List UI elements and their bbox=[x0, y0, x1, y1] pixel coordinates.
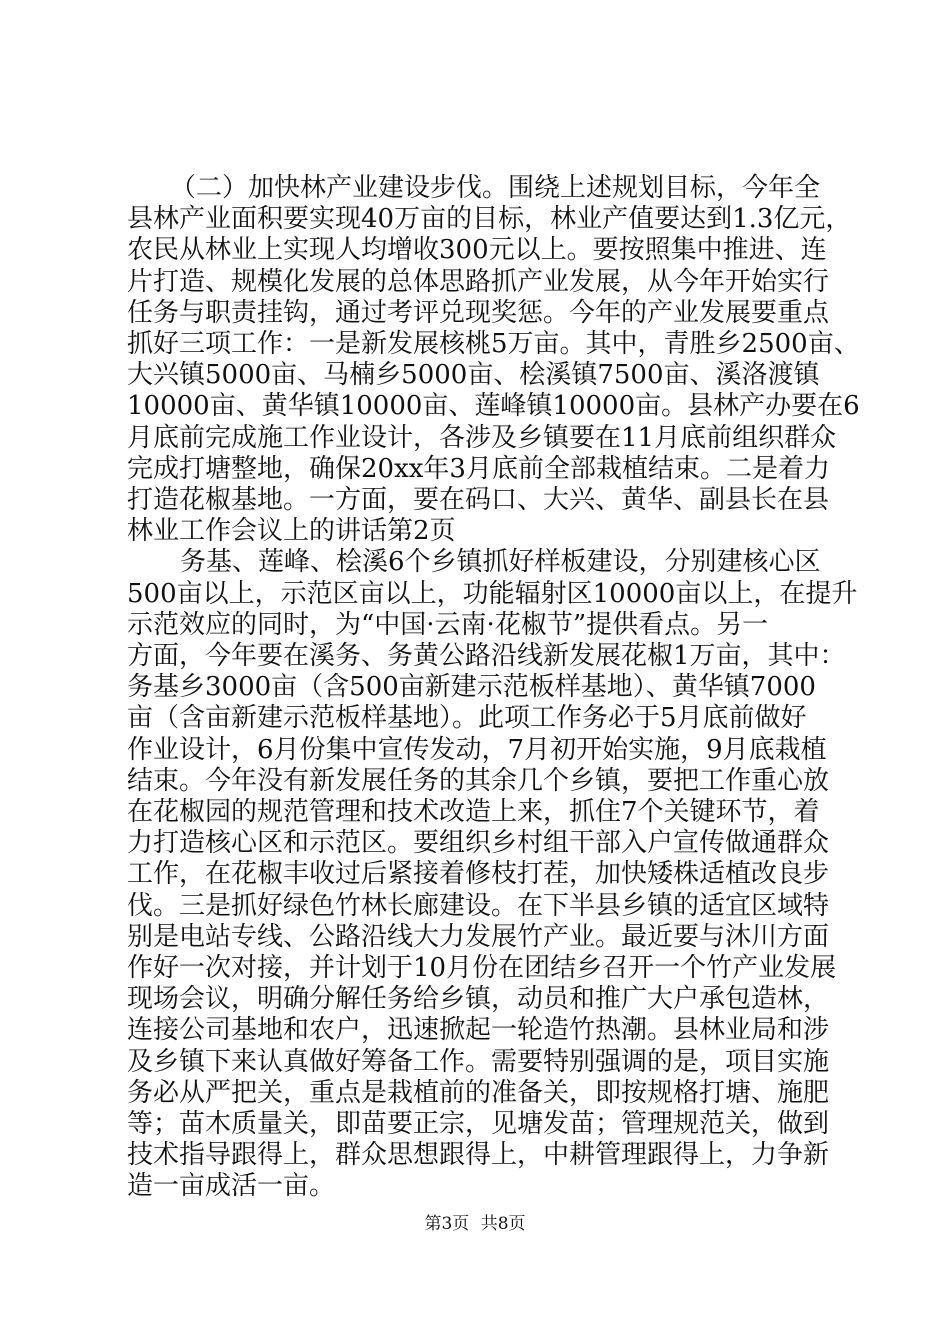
text-line: 片打造、规模化发展的总体思路抓产业发展，从今年开始实行 bbox=[127, 266, 830, 297]
text-line: 别是电站专线、公路沿线大力发展竹产业。最近要与沐川方面 bbox=[127, 921, 830, 952]
text-line: 方面，今年要在溪务、务黄公路沿线新发展花椒1万亩，其中： bbox=[127, 641, 846, 671]
text-line: 任务与职责挂钩，通过考评兑现奖惩。今年的产业发展要重点 bbox=[127, 297, 830, 328]
text-line: 等；苗木质量关，即苗要正宗，见塘发苗；管理规范关，做到 bbox=[127, 1109, 830, 1139]
text-line: 抓好三项工作：一是新发展核桃5万亩。其中，青胜乡2500亩、 bbox=[127, 329, 860, 359]
text-line: 作好一次对接，并计划于10月份在团结乡召开一个竹产业发展 bbox=[127, 953, 837, 983]
text-line: 力打造核心区和示范区。要组织乡村组干部入户宣传做通群众 bbox=[127, 828, 830, 859]
text-line: 技术指导跟得上，群众思想跟得上，中耕管理跟得上，力争新 bbox=[127, 1140, 830, 1171]
text-line: 现场会议，明确分解任务给乡镇，动员和推广大户承包造林， bbox=[127, 984, 830, 1015]
text-line: 林业工作会议上的讲话第2页 bbox=[127, 516, 456, 547]
text-line: 作业设计，6月份集中宣传发动，7月初开始实施，9月底栽植 bbox=[127, 734, 827, 765]
text-line: 月底前完成施工作业设计，各涉及乡镇要在11月底前组织群众 bbox=[127, 422, 837, 453]
text-line: 500亩以上，示范区亩以上，功能辐射区10000亩以上，在提升 bbox=[127, 578, 858, 609]
text-line: 农民从林业上实现人均增收300元以上。要按照集中推进、连 bbox=[127, 235, 827, 266]
text-line: 务基乡3000亩（含500亩新建示范板样基地）、黄华镇7000 bbox=[127, 672, 816, 703]
text-line: 亩（含亩新建示范板样基地）。此项工作务必于5月底前做好 bbox=[127, 703, 807, 734]
text-line: 结束。今年没有新发展任务的其余几个乡镇，要把工作重心放 bbox=[127, 765, 830, 796]
text-line: 打造花椒基地。一方面，要在码口、大兴、黄华、副县长在县 bbox=[127, 485, 830, 515]
text-line: 工作，在花椒丰收过后紧接着修枝打茬，加快矮株适植改良步 bbox=[127, 859, 830, 890]
text-line: （二）加快林产业建设步伐。围绕上述规划目标，今年全 bbox=[170, 173, 821, 203]
text-line: 10000亩、黄华镇10000亩、莲峰镇10000亩。县林产办要在6 bbox=[127, 391, 860, 422]
page-number: 第3页 bbox=[424, 1214, 470, 1234]
page-footer bbox=[0, 1213, 950, 1235]
text-line: 务基、莲峰、桧溪6个乡镇抓好样板建设，分别建核心区 bbox=[180, 547, 821, 578]
text-line: 大兴镇5000亩、马楠乡5000亩、桧溪镇7500亩、溪洛渡镇 bbox=[127, 360, 820, 391]
text-line: 示范效应的同时，为“中国·云南·花椒节”提供看点。另一 bbox=[127, 609, 769, 640]
text-line: 连接公司基地和农户，迅速掀起一轮造竹热潮。县林业局和涉 bbox=[127, 1015, 830, 1046]
text-line: 县林产业面积要实现40万亩的目标，林业产值要达到1.3亿元， bbox=[127, 204, 852, 235]
text-line: 完成打塘整地，确保20xx年3月底前全部栽植结束。二是着力 bbox=[127, 453, 830, 484]
text-line: 及乡镇下来认真做好筹备工作。需要特别强调的是，项目实施 bbox=[127, 1046, 830, 1077]
text-line: 务必从严把关，重点是栽植前的准备关，即按规格打塘、施肥 bbox=[127, 1077, 830, 1108]
text-line: 造一亩成活一亩。 bbox=[127, 1171, 336, 1202]
text-line: 伐。三是抓好绿色竹林长廊建设。在下半县乡镇的适宜区域特 bbox=[127, 890, 830, 921]
page-total: 共8页 bbox=[480, 1214, 526, 1234]
text-line: 在花椒园的规范管理和技术改造上来，抓住7个关键环节，着 bbox=[127, 797, 820, 827]
